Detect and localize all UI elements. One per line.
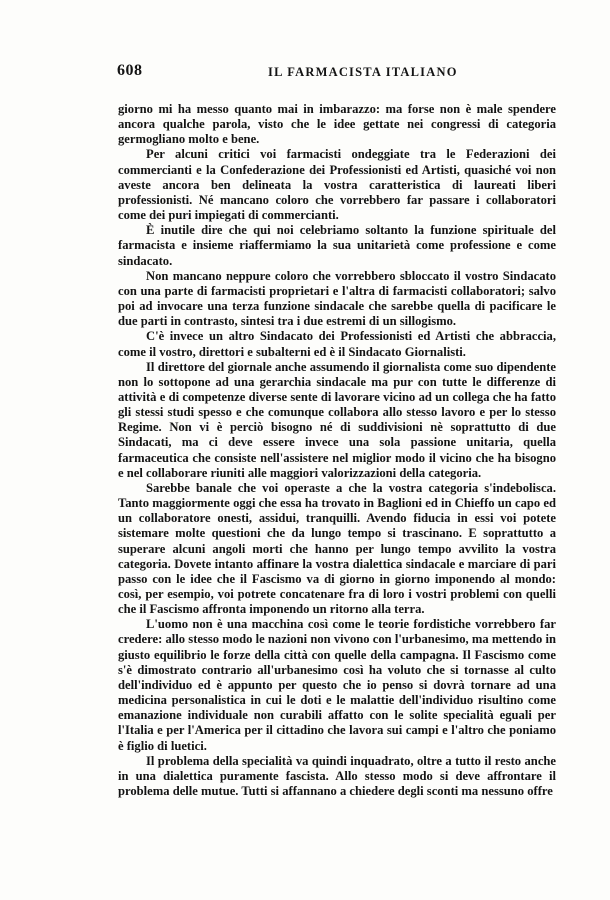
- paragraph: Il direttore del giornale anche assumendo il giornalista come suo dipendente non lo sottopone ad una gerarchia sindacale ma pur con tutte le differenze di attività e di competenze diverse sente di lavorare vicino ad un collega che ha fatto gli stessi studi spesso e che comunque collabora allo stesso lavoro e per lo stesso Regime. Non vi è perciò bisogno né di suddivisioni nè soprattutto di due Sindacati, ma ci deve essere invece una sola passione unitaria, quella farmaceutica che consiste nell'assistere nel miglior modo il vicino che ha bisogno e nel collaborare riuniti alle maggiori valorizzazioni della categoria.: [118, 359, 556, 480]
- paragraph: L'uomo non è una macchina così come le teorie fordistiche vorrebbero far credere: allo stesso modo le nazioni non vivono con l'urbanesimo, ma mettendo in giusto equilibrio le forze della città con quelle della campagna. Il Fascismo come s'è dimostrato contrario all'urbanesimo così ha voluto che si tornasse al culto dell'individuo ed è appunto per questo che io penso si dovrà tornare ad una medicina personalistica in cui le doti e le malattie dell'individuo risultino come emanazione individuale non curabili affatto con le solite specialità eguali per l'Italia e per l'America per il cittadino che lavora sui campi e l'altro che poniamo è figlio di luetici.: [118, 617, 556, 753]
- paragraph: Sarebbe banale che voi operaste a che la vostra categoria s'indebolisca. Tanto maggiormente oggi che essa ha trovato in Baglioni ed in Chieffo un capo ed un collaboratore onesti, assidui, tranquilli. Avendo fiducia in essi voi potete sistemare molte questioni che da lungo tempo si trascinano. E soprattutto a superare alcuni angoli morti che hanno per lungo tempo avvilito la vostra categoria. Dovete intanto affinare la vostra dialettica sindacale e marciare di pari passo con le idee che il Fascismo va di giorno in giorno imponendo al mondo: così, per esempio, voi potrete concatenare fra di loro i vostri problemi con quelli che il Fascismo affronta imponendo un ritorno alla terra.: [118, 480, 556, 617]
- page-header: [0, 62, 610, 84]
- paragraph: È inutile dire che qui noi celebriamo soltanto la funzione spirituale del farmacista e insieme riaffermiamo la sua unitarietà come professione e come sindacato.: [118, 223, 556, 268]
- body-text: [118, 102, 556, 799]
- paragraph: C'è invece un altro Sindacato dei Professionisti ed Artisti che abbraccia, come il vostro, direttori e subalterni ed è il Sindacato Giornalisti.: [118, 329, 556, 359]
- paragraph: Per alcuni critici voi farmacisti ondeggiate tra le Federazioni dei commercianti e la Confederazione dei Professionisti ed Artisti, quasiché voi non aveste ancora ben delineata la vostra caratteristica di laureati liberi professionisti. Né mancano coloro che vorrebbero far passare i collaboratori come dei puri impiegati di commercianti.: [118, 147, 556, 223]
- running-title: IL FARMACISTA ITALIANO: [268, 65, 458, 79]
- page-number: 608: [117, 62, 143, 79]
- paragraph-continued: giorno mi ha messo quanto mai in imbarazzo: ma forse non è male spendere ancora qualche parola, visto che le idee gettate nei congressi di categoria germogliano molto e bene.: [118, 102, 556, 147]
- paragraph: Il problema della specialità va quindi inquadrato, oltre a tutto il resto anche in una dialettica puramente fascista. Allo stesso modo si deve affrontare il problema delle mutue. Tutti si affannano a chiedere degli sconti ma nessuno offre: [118, 753, 556, 799]
- paragraph: Non mancano neppure coloro che vorrebbero sbloccato il vostro Sindacato con una parte di farmacisti proprietari e l'altra di farmacisti collaboratori; salvo poi ad invocare una terza funzione sindacale che sarebbe quella di pacificare le due parti in contrasto, sintesi tra i due estremi di un sillogismo.: [118, 268, 556, 329]
